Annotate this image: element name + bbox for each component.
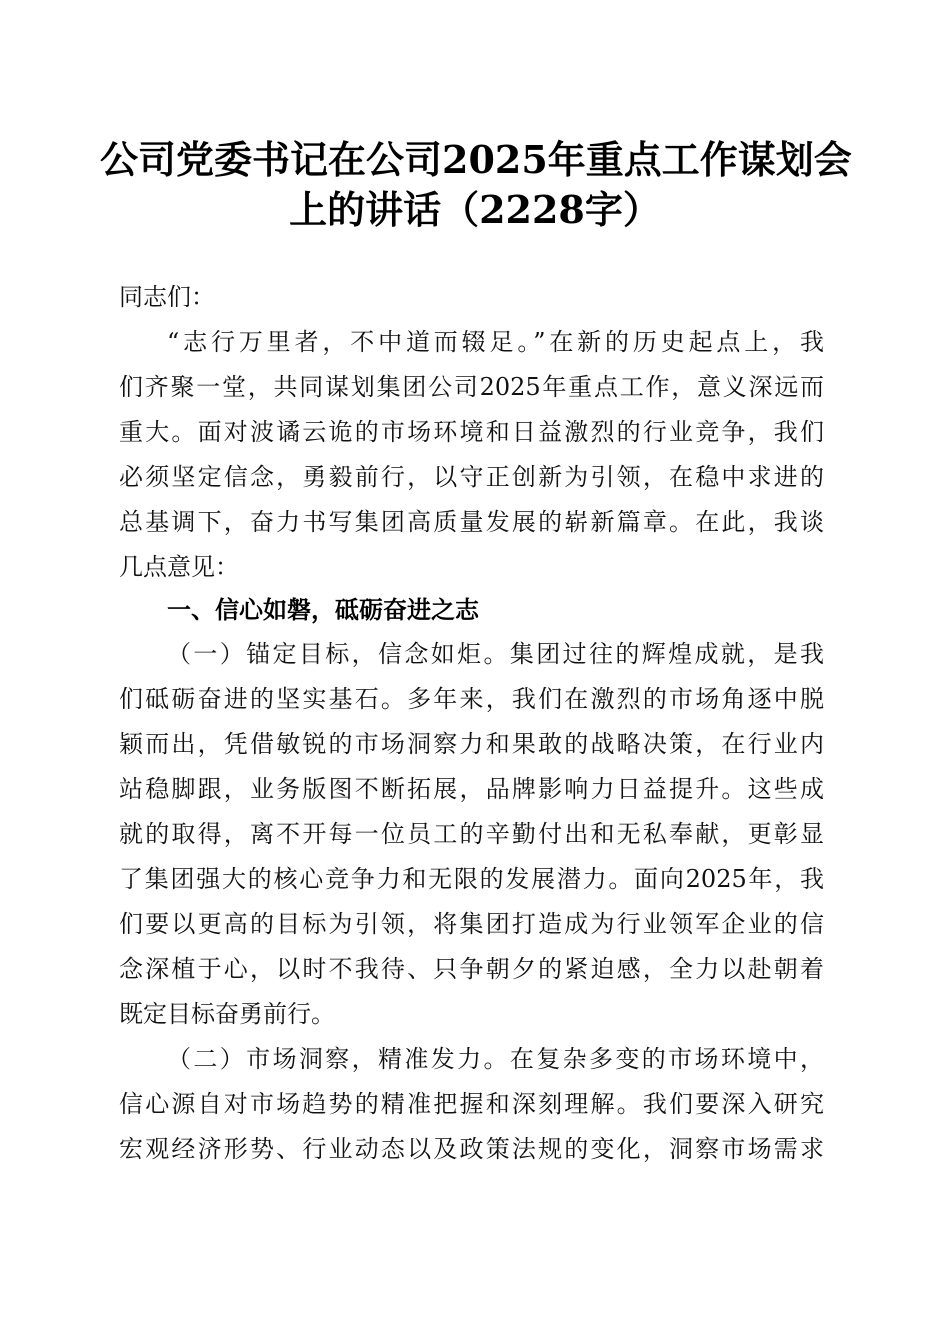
intro-line: 总基调下，奋力书写集团高质量发展的崭新篇章。在此，我谈 (119, 508, 824, 536)
intro-line: “志行万里者，不中道而辍足。”在新的历史起点上，我 (167, 328, 824, 356)
sub1-line: 们要以更高的目标为引领，将集团打造成为行业领军企业的信 (119, 910, 824, 938)
sub1-line: 颖而出，凭借敏锐的市场洞察力和果敢的战略决策，在行业内 (119, 730, 824, 758)
sub1-line: 站稳脚跟，业务版图不断拓展，品牌影响力日益提升。这些成 (119, 775, 824, 803)
intro-line: 们齐聚一堂，共同谋划集团公司2025年重点工作，意义深远而 (119, 373, 824, 401)
document-title-line-2: 上的讲话（2228字） (289, 187, 661, 232)
intro-line: 几点意见： (119, 553, 239, 581)
salutation: 同志们： (119, 283, 215, 311)
sub2-line: （二）市场洞察，精准发力。在复杂多变的市场环境中， (167, 1045, 824, 1073)
sub1-line: 了集团强大的核心竞争力和无限的发展潜力。面向2025年，我 (119, 865, 824, 893)
sub1-line: 既定目标奋勇前行。 (119, 1000, 335, 1028)
sub2-line: 信心源自对市场趋势的精准把握和深刻理解。我们要深入研究 (119, 1090, 824, 1118)
section-heading: 一、信心如磐，砥砺奋进之志 (167, 596, 479, 624)
intro-line: 重大。面对波谲云诡的市场环境和日益激烈的行业竞争，我们 (119, 418, 824, 446)
document-title-line-1: 公司党委书记在公司2025年重点工作谋划会 (100, 137, 852, 182)
sub1-line: 念深植于心，以时不我待、只争朝夕的紧迫感，全力以赴朝着 (119, 955, 824, 983)
sub1-line: 们砥砺奋进的坚实基石。多年来，我们在激烈的市场角逐中脱 (119, 685, 824, 713)
sub1-line: 就的取得，离不开每一位员工的辛勤付出和无私奉献，更彰显 (119, 820, 824, 848)
intro-line: 必须坚定信念，勇毅前行，以守正创新为引领，在稳中求进的 (119, 463, 824, 491)
sub1-line: （一）锚定目标，信念如炬。集团过往的辉煌成就，是我 (167, 640, 824, 668)
sub2-line: 宏观经济形势、行业动态以及政策法规的变化，洞察市场需求 (119, 1135, 824, 1163)
